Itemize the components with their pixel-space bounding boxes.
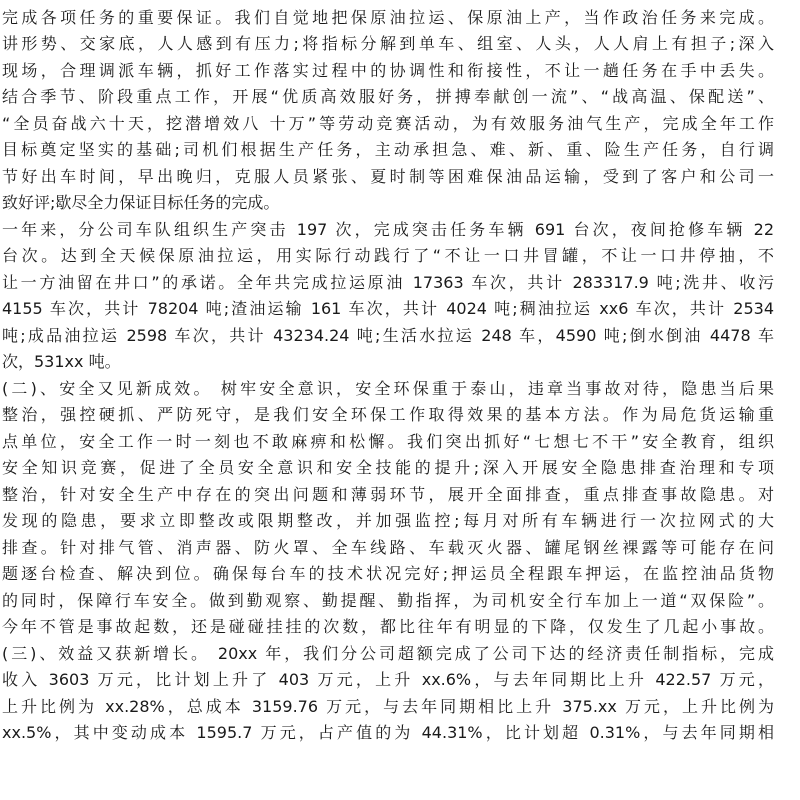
text-line: 4155 车次，共计 78204 吨;渣油运输 161 车次，共计 4024 吨;稠油拉运 xx6 车次，共计 2534 — [2, 299, 774, 318]
text-line: 一年来，分公司车队组织生产突击 197 次，完成突击任务车辆 691 台次，夜间抢修车辆 22 — [2, 219, 774, 239]
text-line: 节好出车时间，早出晚归，克服人员紧张、夏时制等困难保油品运输，受到了客户和公司一 — [2, 166, 774, 186]
text-line: 题逐台检查、解决到位。确保每台车的技术状况完好;押运员全程跟车押运，在监控油品货物 — [2, 564, 774, 583]
text-line: 整治，强控硬抓、严防死守，是我们安全环保工作取得效果的基本方法。作为局危货运输重 — [2, 405, 774, 424]
text-line: 吨;成品油拉运 2598 车次，共计 43234.24 吨;生活水拉运 248 车，4590 吨;倒水倒油 4478 车 — [2, 325, 774, 345]
text-line: 讲形势、交家底，人人感到有压力;将指标分解到单车、组室、人头，人人肩上有担子;深入 — [2, 34, 774, 53]
text-line: (三)、效益又获新增长。 20xx 年，我们分公司超额完成了公司下达的经济责任制指标，完成 — [2, 643, 774, 663]
text-line: 安全知识竞赛，促进了全员安全意识和安全技能的提升;深入开展安全隐患排查治理和专项 — [2, 458, 774, 477]
text-line: 让一方油留在井口”的承诺。全年共完成拉运原油 17363 车次，共计 283317.9 吨;洗井、收污 — [2, 272, 774, 292]
text-line: 现场，合理调派车辆，抓好工作落实过程中的协调性和衔接性，不让一趟任务在手中丢失。 — [2, 60, 774, 80]
text-line: 收入 3603 万元，比计划上升了 403 万元，上升 xx.6%，与去年同期比上升 422.57 万元， — [2, 670, 774, 689]
text-line: 的同时，保障行车安全。做到勤观察、勤提醒、勤指挥，为司机安全行车加上一道“双保险”。 — [2, 590, 774, 610]
text-line: “全员奋战六十天，挖潜增效八 十万”等劳动竞赛活动，为有效服务油气生产，完成全年工作 — [2, 113, 774, 133]
text-line: 点单位，安全工作一时一刻也不敢麻痹和松懈。我们突出抓好“七想七不干”安全教育，组织 — [2, 431, 774, 451]
text-line: xx.5%，其中变动成本 1595.7 万元，占产值的为 44.31%，比计划超 0.31%，与去年同期相 — [2, 723, 774, 742]
text-line — [0, 0, 774, 5]
text-line: 排查。针对排气管、消声器、防火罩、全车线路、车载灭火器、罐尾钢丝裸露等可能存在问 — [2, 537, 774, 557]
text-line: 发现的隐患，要求立即整改或限期整改，并加强监控;每月对所有车辆进行一次拉网式的大 — [2, 511, 774, 530]
text-line: (二)、安全又见新成效。 树牢安全意识，安全环保重于泰山，违章当事故对待，隐患当后果 — [2, 378, 774, 398]
text-line: 结合季节、阶段重点工作，开展“优质高效服好务，拼搏奉献创一流”、“战高温、保配送”、 — [2, 87, 774, 106]
text-line: 整治，针对安全生产中存在的突出问题和薄弱环节，展开全面排查，重点排查事故隐患。对 — [2, 484, 774, 504]
text-line: 致好评;歇尽全力保证目标任务的完成。 — [2, 193, 280, 212]
text-line: 今年不管是事故起数，还是碰碰挂挂的次数，都比往年有明显的下降，仅发生了几起小事故。 — [2, 617, 774, 636]
text-line: 次，531xx 吨。 — [2, 352, 121, 371]
text-line: 台次。达到全天候保原油拉运，用实际行动践行了“不让一口井冒罐，不让一口井停抽，不 — [2, 246, 774, 265]
text-line: 目标奠定坚实的基础;司机们根据生产任务，主动承担急、难、新、重、险生产任务，自行调 — [2, 140, 774, 159]
text-line: 完成各项任务的重要保证。我们自觉地把保原油拉运、保原油上产，当作政治任务来完成。 — [2, 7, 774, 27]
text-line: 上升比例为 xx.28%，总成本 3159.76 万元，与去年同期相比上升 375.xx 万元，上升比例为 — [2, 696, 774, 716]
